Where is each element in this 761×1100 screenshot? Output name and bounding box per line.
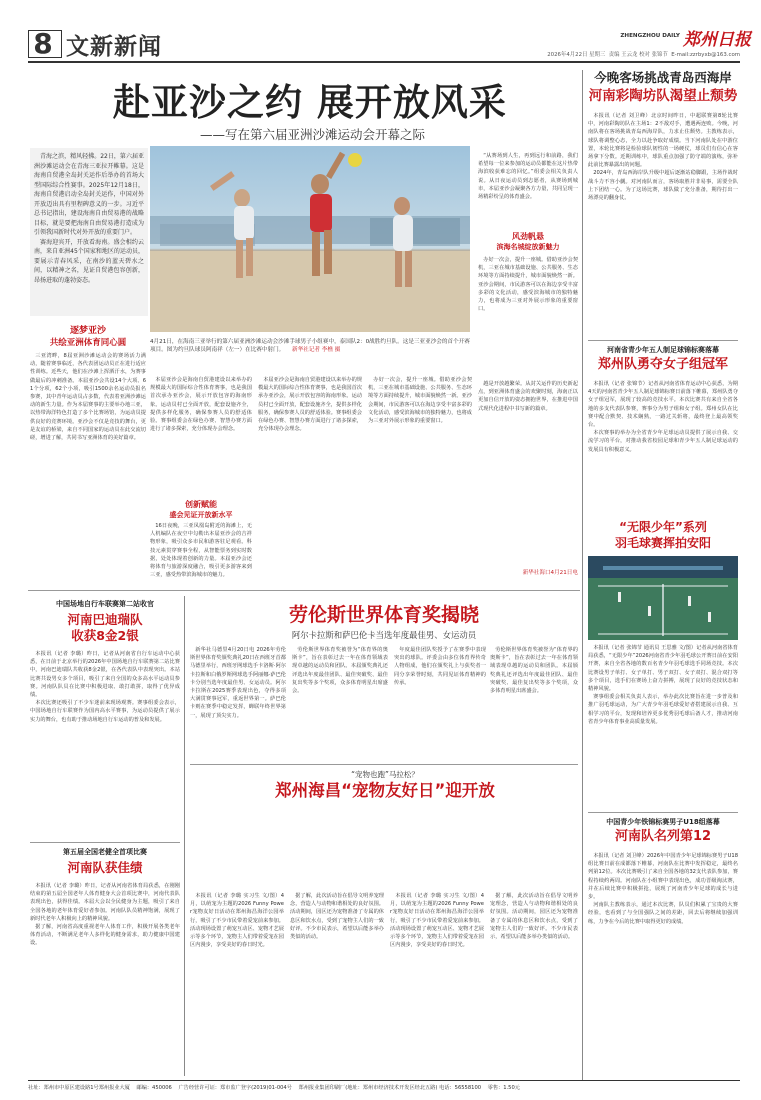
pet-col4: 据了解，此次活动旨在倡导文明养宠理念，营造人与动物和谐相处的良好氛围。活动期间，园区还为宠物准备了专属的休息区和饮水点，受到了宠物主人们的一致好评。不少市民表示，希望以后能多举办类似的活动。	[490, 893, 578, 941]
lead-intro-p2: 赛海迎宾开，开放看海南。盛会相约云南，来自亚洲45个国家和地区的运动员，要展示青春风采，在南沙的蓝天碧水之间，以精神之名，见证自贸港包容创新，昂扬进取的蓬勃姿态。	[34, 238, 144, 284]
paper-logo: 郑州日报	[683, 30, 751, 50]
pet-kicker: “宠物也跑”马拉松？	[351, 770, 419, 779]
right-bottom-kicker: 中国青少年铁锦标赛男子U18组落幕	[606, 818, 720, 826]
pet-col2: 据了解，此次活动旨在倡导文明养宠理念，营造人与动物和谐相处的良好氛围。活动期间，园区还为宠物准备了专属的休息区和饮水点，受到了宠物主人们的一致好评。不少市民表示，希望以后能多举办类似的活动。	[290, 893, 384, 941]
left-mid-p2: 本次比赛还吸引了不少车迷前来现场观赛。赛事组委会表示，中国场地自行车联赛作为国内高水平赛事，为运动员提供了展示实力的舞台，也有助于推动场地自行车运动的普及和发展。	[30, 700, 180, 723]
right-photo-text	[588, 644, 738, 804]
left-mid-title1: 河南巴迪瑞队	[67, 612, 143, 627]
footer-line	[28, 1084, 740, 1092]
header-meta	[440, 50, 740, 58]
lead-intro	[34, 152, 144, 314]
right-top-p2: 2024年，青岛西海岸队升级中超后逐渐站稳脚跟，主场作战时战斗力不容小觑。对河南队而言，客场取胜并非易事，需要全队上下团结一心。为了这场比赛，球队做了充分准备，期待打出一场漂亮的翻身仗。	[588, 170, 738, 202]
lead-col2-head: 创新赋能	[185, 500, 217, 509]
right-photo-title1: “无限少年”系列	[619, 520, 707, 534]
right-mid-p2: 本次赛事的举办为全省青少年足球运动员提供了展示自我、交流学习的平台，对推动我省校园足球和青少年五人制足球运动的发展具有积极意义。	[588, 430, 738, 453]
lead-intro-p1: 青海之滨，精风轻拂。22日，第六届亚洲沙滩运动会在青海三亚拉开帷幕。这是海南自贸港全岛封关运作后举办的首场大型国际综合性赛事。2025年12月18日，海南自贸港启动全岛封关运作，中国对外开放迈出具有里程碑意义的一步。习近平总书记指出，建设海南自由贸易港的战略目标，就是要把海南自由贸易港打造成为引领我国新时代对外开放的重要门户。	[34, 153, 144, 236]
right-top-title: 河南彩陶坊队渴望止颓势	[588, 88, 738, 104]
laureus-col4: 劳伦斯世界体育奖被誉为“体育界的奥斯卡”，旨在表彰过去一年在体育领域表现卓越的运动员和团队。本届颁奖典礼还评选出年度最佳团队、最佳突破奖、最佳复出奖等多个奖项，众多体育明星出席盛会。	[490, 647, 578, 695]
lead-byline: 新华社海口4月21日电	[522, 570, 578, 576]
lead-bottom-rule	[28, 590, 580, 591]
laureus-col3: 年度最佳团队奖授予了在赛季中表现突出的球队。评委会由多位体育界传奇人物组成，他们在颁奖礼上与获奖者一同分享荣誉时刻，共同见证体育精神的传承。	[394, 647, 486, 686]
left-column-divider	[184, 596, 185, 1076]
lead-col2-head2: 盛会见证开放新水平	[169, 511, 233, 519]
left-bottom-p1: 本报讯（记者 李璐）昨日，记者从河南省体育局获悉，在刚刚结束的第五届全国老年人体育健身大会首项比赛中，河南代表队表现出色，获得佳绩。本届大会以全民健身为主题，吸引了来自全国各地的老年体育爱好者参加。河南队队员精神饱满，展现了新时代老年人积极向上的精神风貌。	[30, 883, 180, 922]
right-bottom-p1: 本报讯（记者 刘卫峰）2026年中国青少年足球锦标赛男子U18组比赛日前在成都落下帷幕，河南队在比赛中发挥稳定，最终名列第12位。本次比赛吸引了来自全国各地的32支代表队参加，赛程持续约两周。河南队在小组赛中表现出色，成功晋级淘汰赛，并在后续比赛中积极拼抢，展现了河南青少年足球的成长与进步。	[588, 853, 738, 901]
lead-col3-text3: 越是开放越繁荣。从封关运作的历史新起点，到亚洲体育盛会的欢聚时刻，海南正以更加自信开放的姿态拥抱世界，在推进中国式现代化进程中书写新的篇章。	[478, 381, 578, 412]
right-bottom-text	[588, 852, 738, 1072]
pet-col3: 本报讯（记者 李璐 实习生 文/图）4月，以萌宠为主题的2026 Funny Power宠物友好日活动在郑州海昌海洋公园举行，吸引了不少市民带着爱宠前来参加。活动现场设置了萌宠互动区、宠物才艺展示等多个环节，宠物主人们带着爱宠在园区内漫步，享受美好的春日时光。	[390, 893, 484, 949]
right-mid-text	[588, 380, 738, 510]
paper-name-en: ZHENGZHOU DAILY	[620, 33, 680, 39]
header-email: E-mail:zzrbyxb@163.com	[671, 52, 740, 58]
left-mid-title2: 收获8金2银	[71, 628, 139, 643]
lead-col2-text2: 16日夜晚，三亚凤凰岛附近的海滩上，无人机编队在夜空中勾勒出本届亚沙会的吉祥物形象，吸引众多市民和游客驻足观看。科技元素贯穿赛事全程，从智能票务到实时数据，处处体现着创新的力量。本届亚沙会还将体育与旅游深度融合，吸引更多游客来到三亚，感受热带滨海城市的魅力。	[150, 523, 252, 578]
right-photo-p2: 赛事组委会相关负责人表示，举办此次比赛旨在进一步普及和推广羽毛球运动，为广大青少年羽毛球爱好者搭建展示自我、互相学习的平台，发现和培养更多优秀羽毛球后备人才，推动河南省青少年体育事业高质量发展。	[588, 694, 738, 725]
lead-photo	[150, 146, 470, 332]
left-bottom-kicker: 第五届全国老健全首项比赛	[63, 848, 147, 856]
right-photo-p1: 本报讯（记者 张锦节 通讯员 王思雅 文/图）记者从河南省体育局获悉，“无限少年”2026河南省青少年羽毛球公开赛日前在安阳开赛，来自全省各地的数百名青少年羽毛球选手同场竞技。本次比赛设男子单打、女子单打、男子双打、女子双打、混合双打等多个项目，选手们在赛场上奋力拼搏，展现了良好的竞技状态和精神风貌。	[588, 645, 738, 693]
left-rule	[30, 842, 180, 843]
laureus-subtitle: 阿尔卡拉斯和萨巴伦卡当选年度最佳男、女运动员	[291, 630, 477, 640]
lead-col3-head2: 滨海名城绽放新魅力	[496, 243, 560, 251]
lead-col1-head1: 逐梦亚沙	[69, 326, 106, 336]
right-top-text	[588, 112, 738, 334]
badminton-photo	[588, 556, 738, 640]
left-bottom-text	[30, 882, 180, 1072]
header-editor: 责编 王云龙 校对 张锦节	[608, 52, 668, 58]
pet-title: 郑州海昌“宠物友好日”迎开放	[275, 781, 495, 800]
lead-title: 赴亚沙之约 展开放风采	[113, 81, 507, 124]
laureus-col2: 劳伦斯世界体育奖被誉为“体育界的奥斯卡”，旨在表彰过去一年在体育领域表现卓越的运动员和团队。本届颁奖典礼还评选出年度最佳团队、最佳突破奖、最佳复出奖等多个奖项，众多体育明星出席盛会。	[292, 647, 388, 695]
footer-printer: 郑州报业集团印刷厂(地址：郑州市经济技术开发区经北五路) 电话：56558100	[298, 1085, 482, 1091]
footer-address: 社址：郑州市中原区建设路1号郑州报业大厦	[28, 1085, 130, 1091]
lead-col2b-text: 本届亚沙会是海南自贸港建设以来举办的规模最大的国际综合性体育赛事，也是我国首次承办亚沙会，展示开放包容的海南形象。运动员村已全面开放，配套设施齐全，提供多样化服务，确保参赛人员的舒适体验。赛事组委会在绿色办赛、智慧办赛方面进行了诸多探索，充分体现办会理念。	[258, 377, 362, 433]
lead-col3-head: 风劲帆悬	[512, 232, 544, 241]
right-rule-2	[588, 812, 738, 813]
right-bottom-title: 河南队名列第12	[614, 829, 712, 844]
lead-col1-head2: 共绘亚洲体育同心圆	[49, 338, 127, 348]
lead-col3-text-lower: 办好一次会，提升一座城。借助亚沙会契机，三亚在城市基础设施、公共服务、生态环境等方面持续提升，城市面貌焕然一新。亚沙会期间，市民游客可以在海边享受丰富多彩的文化活动，感受滨海城市的独特魅力，也将成为三亚对外展示形象的重要窗口。	[368, 377, 472, 425]
right-mid-kicker: 河南省青少年五人制足球锦标赛落幕	[607, 346, 719, 354]
footer-license: 广告经营许可证：郑市监广登字(2019)01-004号	[178, 1085, 292, 1091]
left-bottom-p2: 据了解，河南省高度重视老年人体育工作，积极开展各类老年体育活动，不断满足老年人多样化的健身需求，助力健康中国建设。	[30, 924, 180, 947]
right-photo-title2: 羽毛球赛挥拍安阳	[614, 536, 711, 550]
page-number: 8	[33, 27, 53, 60]
column-divider	[582, 70, 583, 1080]
laureus-col1: 新华社马德里4月20日电 2026年劳伦斯世界体育奖颁奖典礼20日在西班牙首都马德里举行，西班牙网球选手卡洛斯·阿尔卡拉斯和白俄罗斯网球选手阿丽娜·萨巴伦卡分别当选年度最佳男、女运动员。阿尔卡拉斯在2025赛季表现出色，夺得多项大满贯赛事冠军，重返世界第一。萨巴伦卡则在赛季中稳定发挥，蝉联年终世界第一，展现了顶尖实力。	[190, 647, 286, 719]
pet-col1: 本报讯（记者 李璐 实习生 文/图）4月，以萌宠为主题的2026 Funny Power宠物友好日活动在郑州海昌海洋公园举行，吸引了不少市民带着爱宠前来参加。活动现场设置了萌宠互动区、宠物才艺展示等多个环节，宠物主人们带着爱宠在园区内漫步，享受美好的春日时光。	[190, 893, 284, 949]
lead-col3-text2: 办好一次会，提升一座城。借助亚沙会契机，三亚在城市基础设施、公共服务、生态环境等方面持续提升，城市面貌焕然一新。亚沙会期间，市民游客可以在海边享受丰富多彩的文化活动，感受滨海城市的独特魅力，也将成为三亚对外展示形象的重要窗口。	[478, 257, 578, 313]
left-mid-p1: 本报讯（记者 李璐）昨日，记者从河南省自行车运动中心获悉，在日前于北京举行的2026年中国场地自行车联赛第二站比赛中，河南巴迪瑞队共收获8金2银，在各代表队中表现突出。本站比赛共设男女多个项目，吸引了来自全国的众多高水平运动员参赛。河南队队员在比赛中积极进取、敢打敢拼，取得了优异成绩。	[30, 651, 180, 699]
badminton-hall-image	[588, 556, 738, 640]
right-bottom-p2: 河南队主教练表示，通过本次比赛，队员们积累了宝贵的大赛经验，也看到了与全国强队之间的差距，回去后将继续加强训练，力争在今后的比赛中取得更好的成绩。	[588, 902, 738, 925]
lead-photo-caption-text: 4月21日，在海南三亚举行的第六届亚洲沙滩运动会沙滩手球男子小组赛中，泰国队2：0战胜约旦队。这是三亚亚沙会的首个开赛项目。图为约旦队球员阿南祥（左一）在比赛中射门。	[150, 339, 470, 354]
lead-col2-text: 本届亚沙会是海南自贸港建设以来举办的规模最大的国际综合性体育赛事，也是我国首次承办亚沙会，展示开放包容的海南形象。运动员村已全面开放，配套设施齐全，提供多样化服务，确保参赛人员的舒适体验。赛事组委会在绿色办赛、智慧办赛方面进行了诸多探索，充分体现办会理念。	[150, 377, 252, 433]
laureus-bottom-rule	[190, 764, 578, 765]
lead-photo-credit: 新华社记者 李樵 摄	[292, 347, 341, 354]
header-rule	[28, 61, 740, 63]
right-rule-1	[588, 340, 738, 341]
right-mid-p1: 本报讯（记者 张锦节）记者从河南省体育运动中心获悉，为期4天的河南省青少年五人制足球锦标赛日前落下帷幕，郑州队勇夺女子组冠军，展现了较高的竞技水平。本次比赛共有来自全省各地的多支代表队参赛，赛事分为男子组和女子组。郑州女队在比赛中配合默契、技术娴熟，一路过关斩将，最终登上最高领奖台。	[588, 381, 738, 429]
lead-photo-caption	[150, 338, 472, 372]
left-mid-text	[30, 650, 180, 834]
left-mid-kicker: 中国场地自行车联赛第二站收官	[56, 600, 154, 608]
lead-subtitle: ——写在第六届亚洲沙滩运动会开幕之际	[200, 127, 426, 142]
laureus-title: 劳伦斯世界体育奖揭晓	[288, 604, 479, 626]
lead-col1-text: 三亚湾畔，8届亚洲沙滩运动会的赛场活力满动，随着赛事临近，各代表团运动员正在进行适应性训练。近些天，他们在沙滩上挥洒汗水，为赛事做最后的冲刺准备。本届亚沙会共设14个大项、61个分项，62个小项，吸引1500余名运动员报名参赛，其中青年运动员占多数，代表着亚洲沙滩运动的新生力量。作为本届赛事的主要举办地三亚，以热带海洋特色打造了多个比赛场馆，为运动员提供良好的竞赛环境。亚沙会不仅是竞技的舞台，更是友谊的桥梁，来自不同国家的运动员在此交流切磋，增进了解，共同书写亚洲体育的美好篇章。	[30, 353, 146, 442]
lead-col3-text: “从赛场到人生，再到远行和前路，我们希望每一位来参加的运动员都能在这片热带海滨收获难忘的回忆。”组委会相关负责人说。从日夜运动员到志愿者，从赛场到城市，本届亚沙会凝聚各方力量，共同呈现一场精彩纷呈的体育盛会。	[478, 153, 578, 201]
right-mid-title: 郑州队勇夺女子组冠军	[597, 357, 728, 372]
footer-rule	[28, 1080, 740, 1081]
footer-price: 零售：1.50元	[487, 1085, 520, 1091]
section-title: 文新新闻	[66, 34, 162, 60]
footer-postcode: 邮编：450006	[136, 1085, 172, 1091]
header-date: 2026年4月22日 星期三	[547, 52, 606, 58]
right-top-p1: 本报讯（记者 刘卫峰）北京时间昨日，中超联赛第8轮比赛中，河南彩陶坊队在主场1：2不敌对手，遭遇两连败。今晚，河南队将在客场挑战青岛西海岸队，力求止住颓势。主教练表示，球队将调整心态，全力以赴争取好成绩。当下河南队处在中游位置，本轮比赛将是检验球队韧性的一场硬仗，球员们有信心在客场拿下分数。近期训练中，球队重点加强了防守端的演练，弥补此前比赛暴露出的问题。	[588, 113, 738, 169]
beach-handball-photo	[150, 146, 470, 332]
left-bottom-title: 河南队获佳绩	[67, 860, 143, 875]
right-top-kicker: 今晚客场挑战青岛西海岸	[594, 70, 732, 85]
